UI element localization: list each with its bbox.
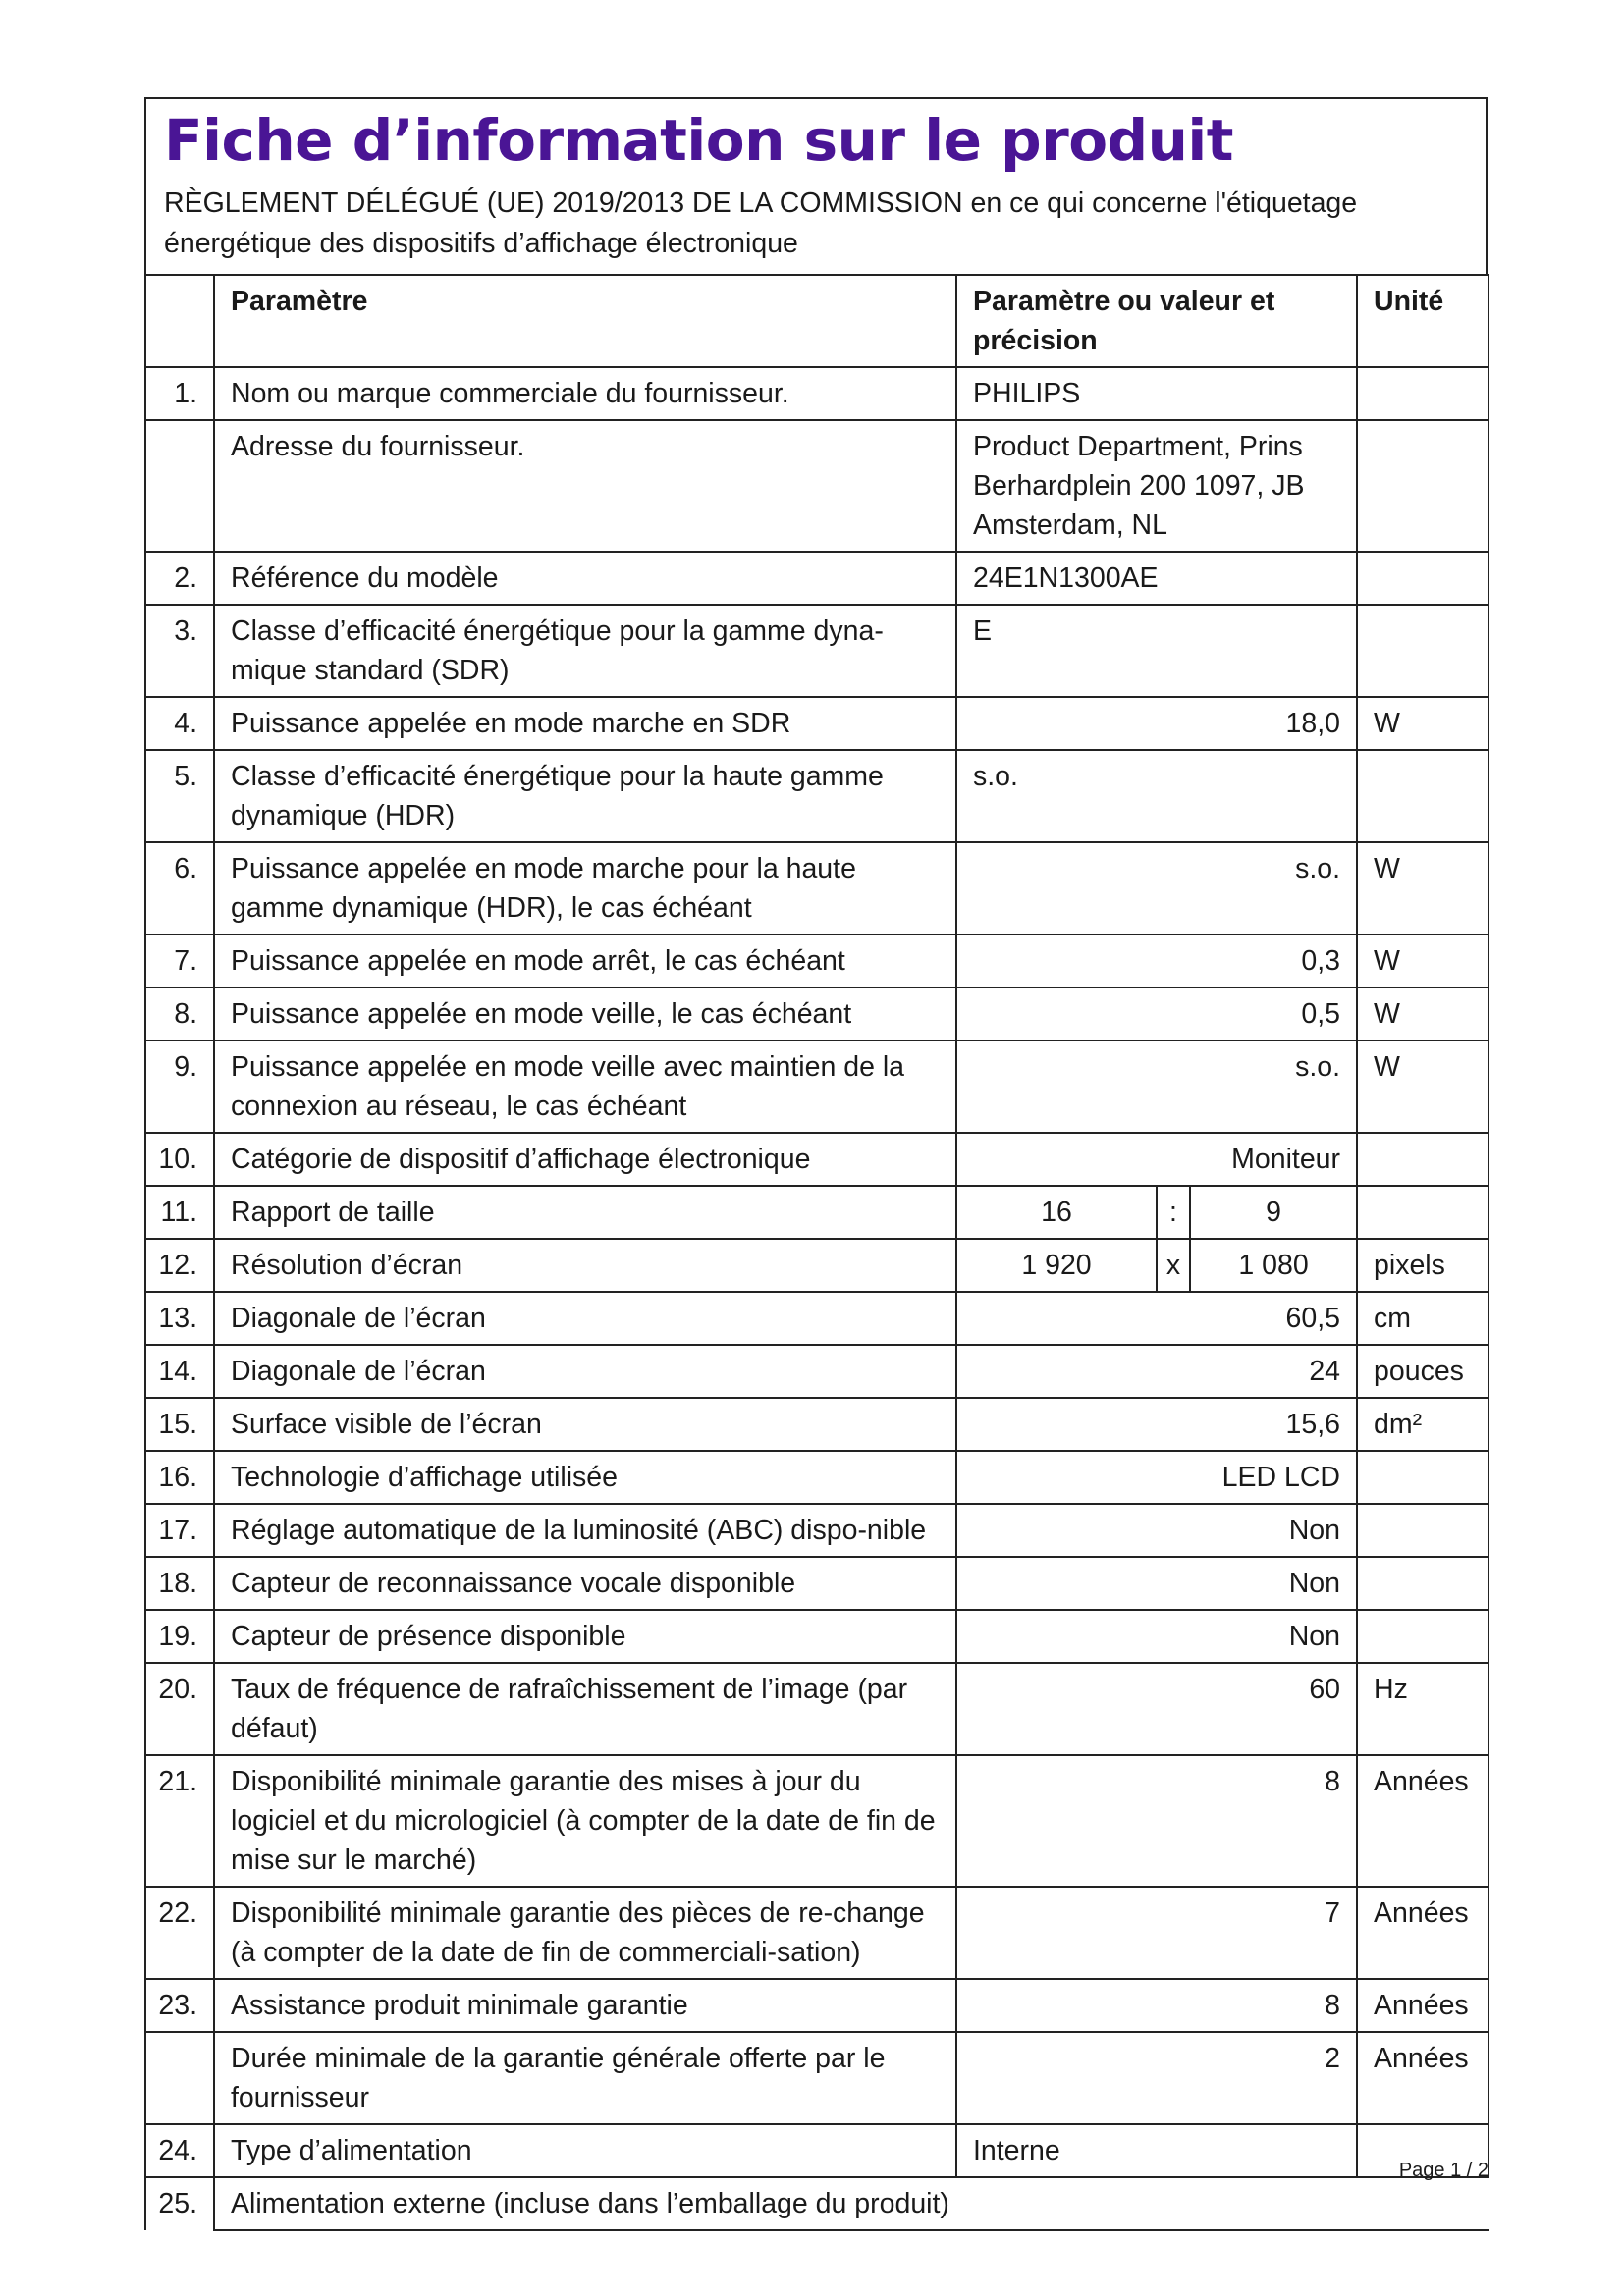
table-row — [145, 1979, 1489, 2032]
row-value: Product Department, Prins Berhardplein 200 1097, JB Amsterdam, NL — [956, 420, 1357, 552]
row-unit: dm² — [1357, 1398, 1489, 1451]
row-parameter: Puissance appelée en mode marche pour la haute gamme dynamique (HDR), le cas échéant — [214, 842, 956, 934]
table-header-row — [145, 275, 1489, 367]
row-unit — [1357, 1133, 1489, 1186]
row-number: 20. — [145, 1663, 214, 1755]
row-value: 0,5 — [956, 988, 1357, 1041]
row-value: 60 — [956, 1663, 1357, 1755]
row-parameter: Rapport de taille — [214, 1186, 956, 1239]
table-row — [145, 420, 1489, 552]
header-num — [145, 275, 214, 367]
table-row — [145, 1887, 1489, 1979]
row-unit — [1357, 1186, 1489, 1239]
row-value: 24 — [956, 1345, 1357, 1398]
row-parameter: Classe d’efficacité énergétique pour la haute gamme dynamique (HDR) — [214, 750, 956, 842]
row-value: 7 — [956, 1887, 1357, 1979]
row-parameter: Catégorie de dispositif d’affichage électronique — [214, 1133, 956, 1186]
row-number: 10. — [145, 1133, 214, 1186]
table-row — [145, 1133, 1489, 1186]
row-number: 25. — [145, 2177, 214, 2230]
row-unit: Années — [1357, 1755, 1489, 1887]
row-value: 0,3 — [956, 934, 1357, 988]
table-row — [145, 2032, 1489, 2124]
row-unit: W — [1357, 934, 1489, 988]
row-unit — [1357, 1610, 1489, 1663]
table-row — [145, 1557, 1489, 1610]
row-value: 8 — [956, 1755, 1357, 1887]
table-row — [145, 842, 1489, 934]
row-parameter: Référence du modèle — [214, 552, 956, 605]
table-row — [145, 2124, 1489, 2177]
row-number: 14. — [145, 1345, 214, 1398]
row-number: 22. — [145, 1887, 214, 1979]
table-row — [145, 1186, 1489, 1239]
row-value: 60,5 — [956, 1292, 1357, 1345]
row-unit — [1357, 1557, 1489, 1610]
row-value-separator: x — [1157, 1239, 1190, 1292]
row-number: 15. — [145, 1398, 214, 1451]
product-information-sheet — [144, 97, 1488, 2231]
row-value: E — [956, 605, 1357, 697]
row-value: Non — [956, 1504, 1357, 1557]
table-row — [145, 1345, 1489, 1398]
row-number — [145, 2032, 214, 2124]
row-value-second: 1 080 — [1190, 1239, 1357, 1292]
row-number: 11. — [145, 1186, 214, 1239]
row-number: 8. — [145, 988, 214, 1041]
row-unit — [1357, 1504, 1489, 1557]
row-value: LED LCD — [956, 1451, 1357, 1504]
row-unit — [1357, 367, 1489, 420]
row-value: 18,0 — [956, 697, 1357, 750]
row-number: 13. — [145, 1292, 214, 1345]
regulation-subtitle: RÈGLEMENT DÉLÉGUÉ (UE) 2019/2013 DE LA COMMISSION en ce qui concerne l'étiquetage énergétique des dispositifs d’affichage électronique — [164, 187, 1358, 259]
row-number: 23. — [145, 1979, 214, 2032]
table-row — [145, 1292, 1489, 1345]
table-row — [145, 1610, 1489, 1663]
row-value-second: 9 — [1190, 1186, 1357, 1239]
row-parameter: Alimentation externe (incluse dans l’emballage du produit) — [214, 2177, 1489, 2230]
row-number: 12. — [145, 1239, 214, 1292]
table-row — [145, 750, 1489, 842]
row-number: 7. — [145, 934, 214, 988]
row-parameter: Puissance appelée en mode arrêt, le cas échéant — [214, 934, 956, 988]
row-unit — [1357, 750, 1489, 842]
row-parameter: Réglage automatique de la luminosité (ABC) dispo-nible — [214, 1504, 956, 1557]
row-number: 19. — [145, 1610, 214, 1663]
row-value: Moniteur — [956, 1133, 1357, 1186]
row-unit: W — [1357, 697, 1489, 750]
row-parameter: Capteur de présence disponible — [214, 1610, 956, 1663]
row-value-first: 16 — [956, 1186, 1157, 1239]
row-parameter: Capteur de reconnaissance vocale disponible — [214, 1557, 956, 1610]
row-unit — [1357, 552, 1489, 605]
row-value: Interne — [956, 2124, 1357, 2177]
table-row — [145, 934, 1489, 988]
row-parameter: Assistance produit minimale garantie — [214, 1979, 956, 2032]
row-parameter: Durée minimale de la garantie générale offerte par le fournisseur — [214, 2032, 956, 2124]
row-parameter: Puissance appelée en mode veille, le cas échéant — [214, 988, 956, 1041]
row-parameter: Technologie d’affichage utilisée — [214, 1451, 956, 1504]
row-number: 24. — [145, 2124, 214, 2177]
header-unit: Unité — [1357, 275, 1489, 367]
row-number: 3. — [145, 605, 214, 697]
row-parameter: Disponibilité minimale garantie des mises à jour du logiciel et du micrologiciel (à compter de la date de fin de mise sur le marché) — [214, 1755, 956, 1887]
header-value: Paramètre ou valeur et précision — [956, 275, 1357, 367]
row-unit: W — [1357, 988, 1489, 1041]
table-row — [145, 1663, 1489, 1755]
row-unit: W — [1357, 1041, 1489, 1133]
row-unit: Hz — [1357, 1663, 1489, 1755]
row-parameter: Puissance appelée en mode marche en SDR — [214, 697, 956, 750]
row-parameter: Nom ou marque commerciale du fournisseur. — [214, 367, 956, 420]
row-number: 6. — [145, 842, 214, 934]
row-unit: cm — [1357, 1292, 1489, 1345]
row-number: 9. — [145, 1041, 214, 1133]
table-row — [145, 1041, 1489, 1133]
row-parameter: Disponibilité minimale garantie des pièces de re-change (à compter de la date de fin de commerciali-sation) — [214, 1887, 956, 1979]
row-unit: Années — [1357, 2032, 1489, 2124]
row-value: 2 — [956, 2032, 1357, 2124]
row-value: PHILIPS — [956, 367, 1357, 420]
table-row — [145, 1398, 1489, 1451]
row-number: 17. — [145, 1504, 214, 1557]
row-parameter: Diagonale de l’écran — [214, 1345, 956, 1398]
row-unit: Années — [1357, 1887, 1489, 1979]
table-row — [145, 367, 1489, 420]
table-row — [145, 697, 1489, 750]
table-row — [145, 1504, 1489, 1557]
table-row — [145, 988, 1489, 1041]
row-unit — [1357, 1451, 1489, 1504]
row-number: 4. — [145, 697, 214, 750]
table-row — [145, 1239, 1489, 1292]
row-parameter: Puissance appelée en mode veille avec maintien de la connexion au réseau, le cas échéant — [214, 1041, 956, 1133]
row-parameter: Adresse du fournisseur. — [214, 420, 956, 552]
parameters-table — [144, 274, 1489, 2231]
row-value-first: 1 920 — [956, 1239, 1157, 1292]
row-unit: W — [1357, 842, 1489, 934]
table-row — [145, 1451, 1489, 1504]
header-parameter: Paramètre — [214, 275, 956, 367]
page-number: Page 1 / 2 — [1398, 2160, 1489, 2181]
row-unit — [1357, 605, 1489, 697]
row-number: 21. — [145, 1755, 214, 1887]
row-value: 15,6 — [956, 1398, 1357, 1451]
row-parameter: Résolution d’écran — [214, 1239, 956, 1292]
table-row — [145, 2177, 1489, 2230]
row-value-separator: : — [1157, 1186, 1190, 1239]
row-unit: pouces — [1357, 1345, 1489, 1398]
row-parameter: Surface visible de l’écran — [214, 1398, 956, 1451]
row-value: Non — [956, 1610, 1357, 1663]
row-value: 24E1N1300AE — [956, 552, 1357, 605]
row-parameter: Type d’alimentation — [214, 2124, 956, 2177]
row-value: s.o. — [956, 1041, 1357, 1133]
row-parameter: Taux de fréquence de rafraîchissement de l’image (par défaut) — [214, 1663, 956, 1755]
row-unit — [1357, 420, 1489, 552]
row-unit: Années — [1357, 1979, 1489, 2032]
page-title: Fiche d’information sur le produit — [164, 107, 1234, 174]
row-number: 18. — [145, 1557, 214, 1610]
row-number: 2. — [145, 552, 214, 605]
table-row — [145, 605, 1489, 697]
row-value: s.o. — [956, 750, 1357, 842]
row-parameter: Classe d’efficacité énergétique pour la gamme dyna-mique standard (SDR) — [214, 605, 956, 697]
row-number — [145, 420, 214, 552]
row-parameter: Diagonale de l’écran — [214, 1292, 956, 1345]
row-unit: pixels — [1357, 1239, 1489, 1292]
document-header — [144, 97, 1488, 274]
row-value: Non — [956, 1557, 1357, 1610]
row-number: 1. — [145, 367, 214, 420]
row-number: 5. — [145, 750, 214, 842]
row-value: 8 — [956, 1979, 1357, 2032]
row-value: s.o. — [956, 842, 1357, 934]
row-number: 16. — [145, 1451, 214, 1504]
table-row — [145, 1755, 1489, 1887]
table-row — [145, 552, 1489, 605]
